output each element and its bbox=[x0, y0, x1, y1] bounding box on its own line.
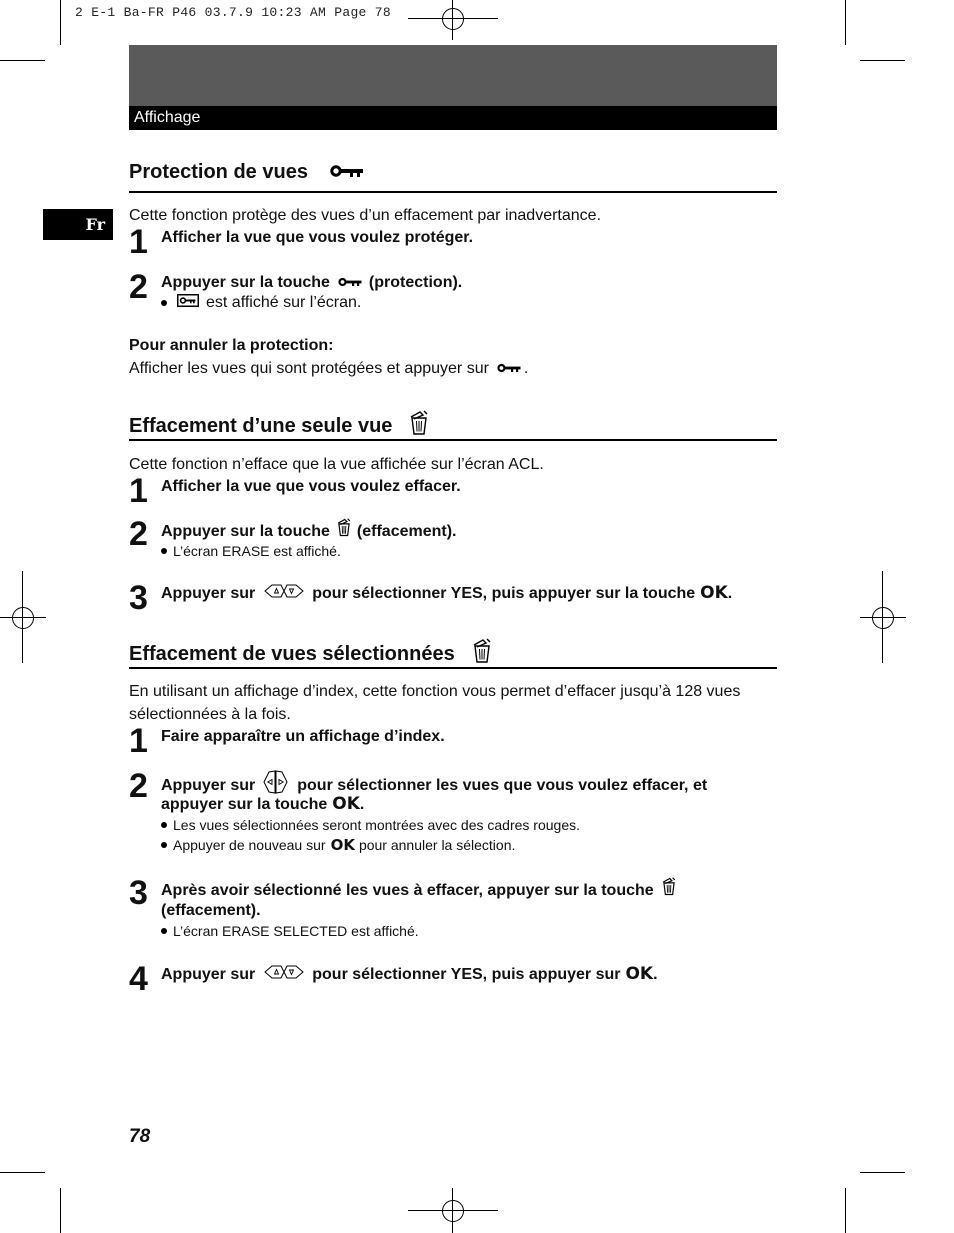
section-title-protect bbox=[129, 161, 364, 184]
step-text-a: Appuyer sur bbox=[161, 777, 256, 794]
step-text-a: Appuyer sur la touche bbox=[161, 522, 330, 540]
bullet-item bbox=[161, 921, 419, 941]
ok-button-label: OK bbox=[332, 794, 360, 814]
bullet-text: Les vues sélectionnées seront montrées avec des cadres rouges. bbox=[173, 817, 581, 833]
bullet-text: L’écran ERASE est affiché. bbox=[173, 543, 341, 559]
step-text-b: (protection). bbox=[368, 274, 463, 291]
step-number: 2 bbox=[129, 515, 147, 553]
section-rule bbox=[129, 191, 777, 193]
step-number: 2 bbox=[129, 268, 147, 306]
intro-text-line2: sélectionnées à la fois. bbox=[129, 706, 291, 723]
page-number: 78 bbox=[129, 1126, 151, 1147]
ok-button-label: OK bbox=[625, 964, 654, 984]
print-slug: 2 E-1 Ba-FR P46 03.7.9 10:23 AM Page 78 bbox=[75, 5, 391, 20]
section-title-erase-single bbox=[129, 410, 430, 442]
key-icon bbox=[497, 357, 521, 380]
protect-indicator-icon bbox=[177, 293, 199, 313]
step-text-a: Appuyer sur bbox=[161, 585, 256, 602]
language-tab: Fr bbox=[43, 209, 113, 240]
step-text-a: Après avoir sélectionné les vues à effacer, appuyer sur la touche bbox=[161, 881, 654, 899]
section-title-text: Protection de vues bbox=[129, 161, 308, 183]
cancel-protection-heading: Pour annuler la protection: bbox=[129, 337, 334, 354]
step-text-b: pour sélectionner les vues que vous voulez effacer, et bbox=[297, 777, 708, 794]
bullet-item bbox=[161, 541, 341, 561]
ok-button-label: OK bbox=[330, 836, 355, 854]
bullet-text: L’écran ERASE SELECTED est affiché. bbox=[173, 923, 419, 939]
step-text-b: pour sélectionner YES, puis appuyer sur bbox=[312, 966, 621, 983]
step-text-end: . bbox=[653, 966, 658, 983]
step-text bbox=[161, 271, 462, 294]
bullet-text-b: pour annuler la sélection. bbox=[358, 837, 516, 853]
step-text-b: (effacement). bbox=[356, 522, 457, 540]
step-number: 4 bbox=[129, 960, 147, 998]
section-title-erase-selected bbox=[129, 638, 493, 670]
step-text-end: . bbox=[359, 796, 365, 813]
step-text-a: Appuyer sur bbox=[161, 966, 256, 983]
up-down-arrow-buttons-icon bbox=[264, 582, 304, 605]
registration-mark-right bbox=[860, 571, 906, 663]
trash-icon bbox=[471, 638, 493, 670]
intro-text: Cette fonction n’efface que la vue affichée sur l’écran ACL. bbox=[129, 456, 544, 473]
step-number: 1 bbox=[129, 223, 147, 261]
bullet-text-a: Appuyer de nouveau sur bbox=[173, 837, 326, 853]
step-text bbox=[161, 582, 732, 605]
ok-button-label: OK bbox=[700, 583, 728, 603]
intro-text: Cette fonction protège des vues d’un effacement par inadvertance. bbox=[129, 207, 602, 224]
key-icon bbox=[338, 271, 362, 294]
step-text: Afficher la vue que vous voulez effacer. bbox=[161, 478, 461, 495]
bullet-item bbox=[161, 815, 580, 835]
bullet-item bbox=[161, 293, 361, 313]
cancel-text: Afficher les vues qui sont protégées et appuyer sur bbox=[129, 360, 489, 377]
key-icon bbox=[330, 161, 364, 184]
registration-mark-left bbox=[0, 571, 46, 663]
trash-icon bbox=[408, 410, 430, 442]
step-text-line2: (effacement). bbox=[161, 902, 261, 919]
step-number: 3 bbox=[129, 579, 147, 617]
step-number: 1 bbox=[129, 472, 147, 510]
step-text-b: pour sélectionner YES, puis appuyer sur la touche bbox=[312, 585, 696, 602]
step-text-a: Appuyer sur la touche bbox=[161, 274, 330, 291]
step-number: 1 bbox=[129, 722, 147, 760]
chapter-title: Affichage bbox=[129, 106, 777, 130]
bullet-text: est affiché sur l’écran. bbox=[206, 294, 362, 311]
header-band bbox=[129, 45, 777, 106]
registration-mark-bottom bbox=[408, 1188, 498, 1233]
step-text: Faire apparaître un affichage d’index. bbox=[161, 728, 445, 745]
section-rule bbox=[129, 667, 777, 669]
up-down-arrow-buttons-icon bbox=[264, 963, 304, 986]
step-text-end: . bbox=[727, 585, 733, 602]
registration-mark-top bbox=[408, 0, 498, 40]
trash-icon bbox=[661, 877, 677, 903]
cancel-protection-text bbox=[129, 357, 528, 380]
step-text-c: appuyer sur la touche bbox=[161, 796, 328, 813]
cancel-text-end: . bbox=[523, 360, 529, 377]
section-title-text: Effacement d’une seule vue bbox=[129, 414, 393, 437]
bullet-item bbox=[161, 835, 515, 855]
section-title-text: Effacement de vues sélectionnées bbox=[129, 642, 455, 665]
intro-text-line1: En utilisant un affichage d’index, cette fonction vous permet d’effacer jusqu’à 128 vues bbox=[129, 683, 741, 700]
step-text bbox=[161, 963, 658, 986]
section-rule bbox=[129, 439, 777, 441]
step-number: 3 bbox=[129, 874, 147, 912]
step-text-line2 bbox=[161, 793, 364, 816]
step-number: 2 bbox=[129, 767, 147, 805]
step-text: Afficher la vue que vous voulez protéger. bbox=[161, 229, 474, 246]
